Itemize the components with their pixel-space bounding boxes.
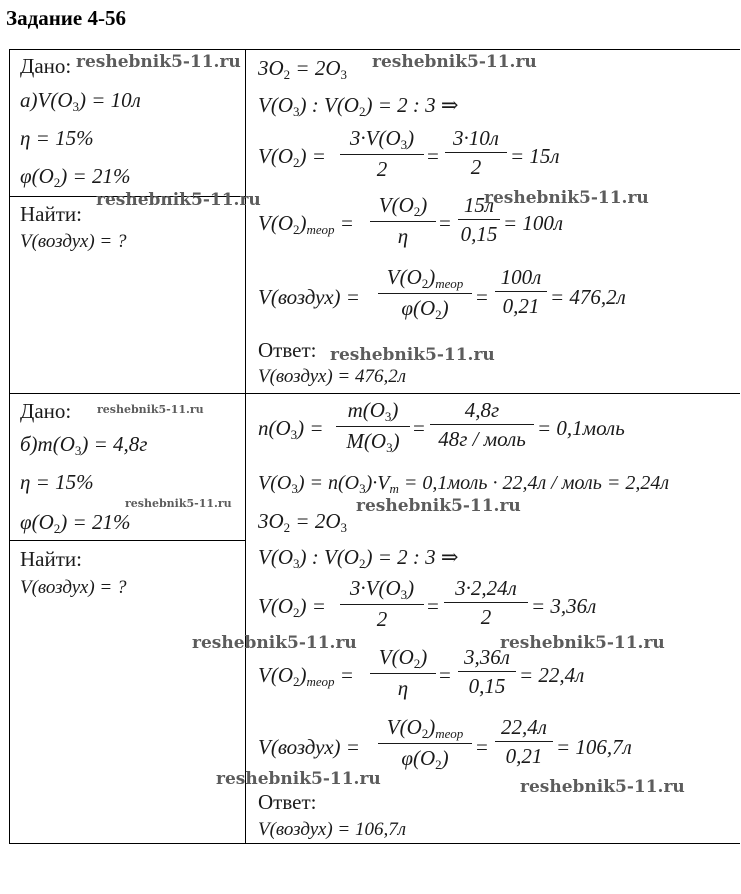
step3-a-lhs: V(воздух) = [258,285,360,309]
reaction-a: $3O_2 = 2O_3$ [258,56,348,82]
step1-a-result: = 15л [510,144,560,168]
step1-a-frac1: $3\cdot V(O_3)$ 2 [340,128,424,180]
step0-b-result: = 0,1моль [537,416,625,440]
watermark: reshebnik5-11.ru [76,52,241,72]
step3-a-frac1: $V(O_2)_{теор}$ $\varphi(O_2)$ [378,267,472,321]
watermark: reshebnik5-11.ru [97,403,204,416]
watermark: reshebnik5-11.ru [484,188,649,208]
watermark: reshebnik5-11.ru [500,633,665,653]
step1-b-result: = 3,36л [531,594,597,618]
step2-b-frac2: 3,36л 0,15 [458,647,516,697]
given-label-a: Дано: [20,54,72,78]
ratio-a: $V(O_3)$ : $V(O_2) = 2$ : 3 ⇒ [258,93,459,119]
find-a: V(воздух) = ? [20,231,127,252]
watermark: reshebnik5-11.ru [330,345,495,365]
step1-b-frac2: 3·2,24л 2 [444,578,528,628]
given-a-fraction: $\varphi(O_2) = 21\%$ [20,164,131,190]
answer-label-a: Ответ: [258,338,317,362]
ratio-b: $V(O_3)$ : $V(O_2) = 2$ : 3 ⇒ [258,545,459,571]
step2-b-frac1: $V(O_2)$ η [370,647,436,699]
step0-b-lhs: $n(O_3)$ = [258,416,324,442]
step3-b-result: = 106,7л [556,735,632,759]
answer-label-b: Ответ: [258,790,317,814]
step3-a-result: = 476,2л [550,285,626,309]
step2-a-frac1: $V(O_2)$ η [370,195,436,247]
given-a-volume: $а)V(O_3) = 10л$ [20,88,141,114]
given-a-yield: η = 15% [20,126,94,150]
column-divider [245,49,246,844]
step3-b-frac2: 22,4л 0,21 [495,717,553,767]
watermark: reshebnik5-11.ru [356,496,521,516]
watermark: reshebnik5-11.ru [216,769,381,789]
given-b-fraction: $\varphi(O_2) = 21\%$ [20,510,131,536]
step0-b-frac2: 4,8г 48г / моль [430,400,534,450]
step2-a-lhs: $V(O_2)_{теор}$ = [258,211,354,237]
given-b-mass: $б)m(O_3) = 4,8г$ [20,432,148,458]
watermark: reshebnik5-11.ru [192,633,357,653]
given-b-yield: η = 15% [20,470,94,494]
watermark: reshebnik5-11.ru [372,52,537,72]
given-label-b: Дано: [20,399,72,423]
page-title: Задание 4-56 [6,6,126,30]
row-divider-b-find [9,540,246,541]
vo3-b: $V(O_3) = n(O_3)\cdot V_m$ = 0,1моль · 22,4л / моль = 2,24л [258,472,670,496]
step1-b-frac1: $3\cdot V(O_3)$ 2 [340,578,424,630]
row-divider-parts [9,393,740,394]
step1-a-frac2: 3·10л 2 [445,128,507,178]
step1-b-lhs: $V(O_2)$ = [258,594,326,620]
step3-a-frac2: 100л 0,21 [495,267,547,317]
step2-b-lhs: $V(O_2)_{теор}$ = [258,663,354,689]
watermark: reshebnik5-11.ru [96,190,261,210]
step2-a-frac2: 15л 0,15 [458,195,500,245]
step3-b-lhs: V(воздух) = [258,735,360,759]
step3-b-frac1: $V(O_2)_{теор}$ $\varphi(O_2)$ [378,717,472,771]
find-b: V(воздух) = ? [20,577,127,598]
answer-a: V(воздух) = 476,2л [258,366,407,387]
step0-b-frac1: $m(O_3)$ $M(O_3)$ [336,400,410,454]
step2-b-result: = 22,4л [519,663,585,687]
find-label-b: Найти: [20,547,82,571]
watermark: reshebnik5-11.ru [520,777,685,797]
step2-a-result: = 100л [503,211,564,235]
reaction-b: $3O_2 = 2O_3$ [258,509,348,535]
watermark: reshebnik5-11.ru [125,497,232,510]
answer-b: V(воздух) = 106,7л [258,819,407,840]
find-label-a: Найти: [20,202,82,226]
step1-a-lhs: $V(O_2)$ = [258,144,326,170]
